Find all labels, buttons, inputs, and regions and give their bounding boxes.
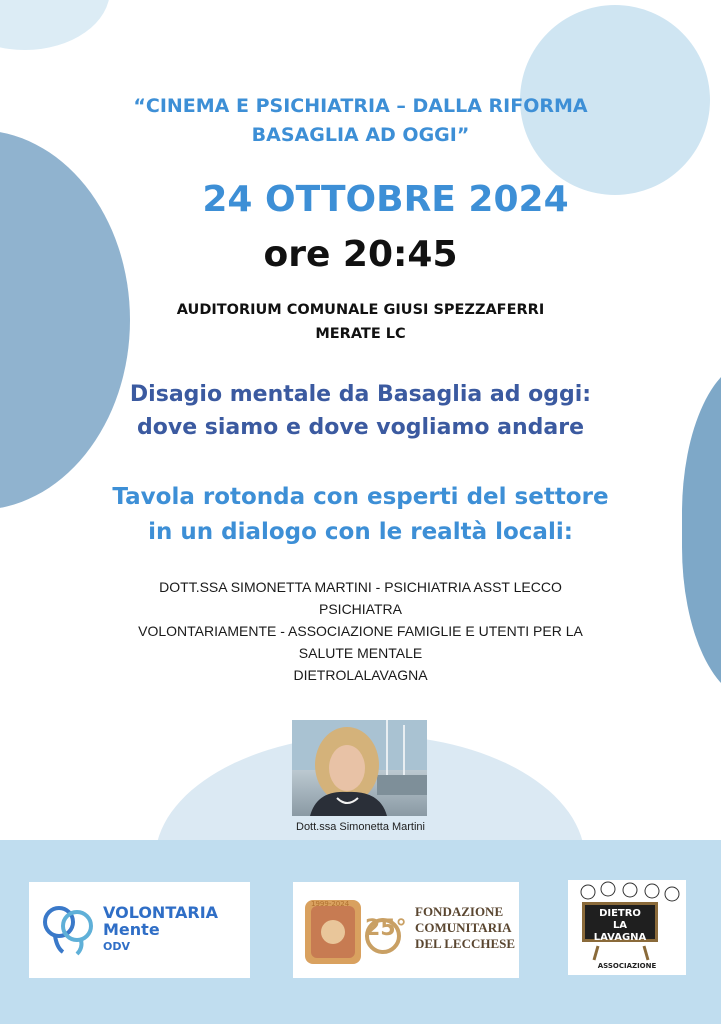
fc-line2: COMUNITARIA xyxy=(415,920,512,935)
event-venue xyxy=(0,298,721,346)
dl-line2: LA xyxy=(612,920,628,931)
event-subtitle xyxy=(0,378,721,444)
portrait-illustration xyxy=(292,720,427,816)
speakers-list xyxy=(0,576,721,686)
venue-line1: AUDITORIUM COMUNALE GIUSI SPEZZAFERRI xyxy=(176,302,545,318)
roundtable-line1: Tavola rotonda con esperti del settore xyxy=(112,484,609,510)
fondazione-years: 1999-2024 xyxy=(311,900,350,908)
vm-line1: VOLONTARIA xyxy=(103,903,219,922)
roundtable-line2: in un dialogo con le realtà locali: xyxy=(148,519,573,545)
speaker-line: SALUTE MENTALE xyxy=(298,645,423,661)
dietrolalavagna-blackboard xyxy=(582,902,658,942)
vm-line3: ODV xyxy=(103,940,130,953)
event-date: 24 OTTOBRE 2024 xyxy=(202,179,569,220)
event-time: ore 20:45 xyxy=(263,234,458,275)
speaker-line: PSICHIATRA xyxy=(319,601,402,617)
subtitle-line2: dove siamo e dove vogliamo andare xyxy=(136,415,585,440)
heads-icon xyxy=(37,896,107,966)
dietrolalavagna-logo xyxy=(568,880,686,975)
speaker-line: DOTT.SSA SIMONETTA MARTINI - PSICHIATRIA ASST LECCO xyxy=(159,579,562,595)
volontariamente-logo xyxy=(29,882,250,978)
roundtable-heading xyxy=(0,480,721,550)
event-title-line2: BASAGLIA AD OGGI” xyxy=(251,124,470,146)
event-title xyxy=(0,92,721,150)
fondazione-logo xyxy=(293,882,519,978)
venue-line2: MERATE LC xyxy=(315,326,406,342)
fondazione-wordmark xyxy=(415,904,515,952)
fondazione-anniversary: 25° xyxy=(365,916,407,941)
speaker-photo xyxy=(292,720,427,816)
photo-caption: Dott.ssa Simonetta Martini xyxy=(296,821,425,833)
dl-line1: DIETRO xyxy=(599,908,641,919)
subtitle-line1: Disagio mentale da Basaglia ad oggi: xyxy=(129,382,592,407)
fc-line3: DEL LECCHESE xyxy=(415,936,516,951)
dl-line3: LAVAGNA xyxy=(593,932,647,943)
speaker-line: DIETROLALAVAGNA xyxy=(293,667,428,683)
fc-line1: FONDAZIONE xyxy=(415,904,504,919)
volontariamente-wordmark xyxy=(103,904,218,955)
decor-circle-top-left xyxy=(0,0,110,50)
speaker-line: VOLONTARIAMENTE - ASSOCIAZIONE FAMIGLIE E UTENTI PER LA xyxy=(138,623,583,639)
vm-line2: Mente xyxy=(103,920,160,939)
event-title-line1: “CINEMA E PSICHIATRIA – DALLA RIFORMA xyxy=(133,95,588,117)
dietrolalavagna-assoc: ASSOCIAZIONE xyxy=(597,962,657,970)
